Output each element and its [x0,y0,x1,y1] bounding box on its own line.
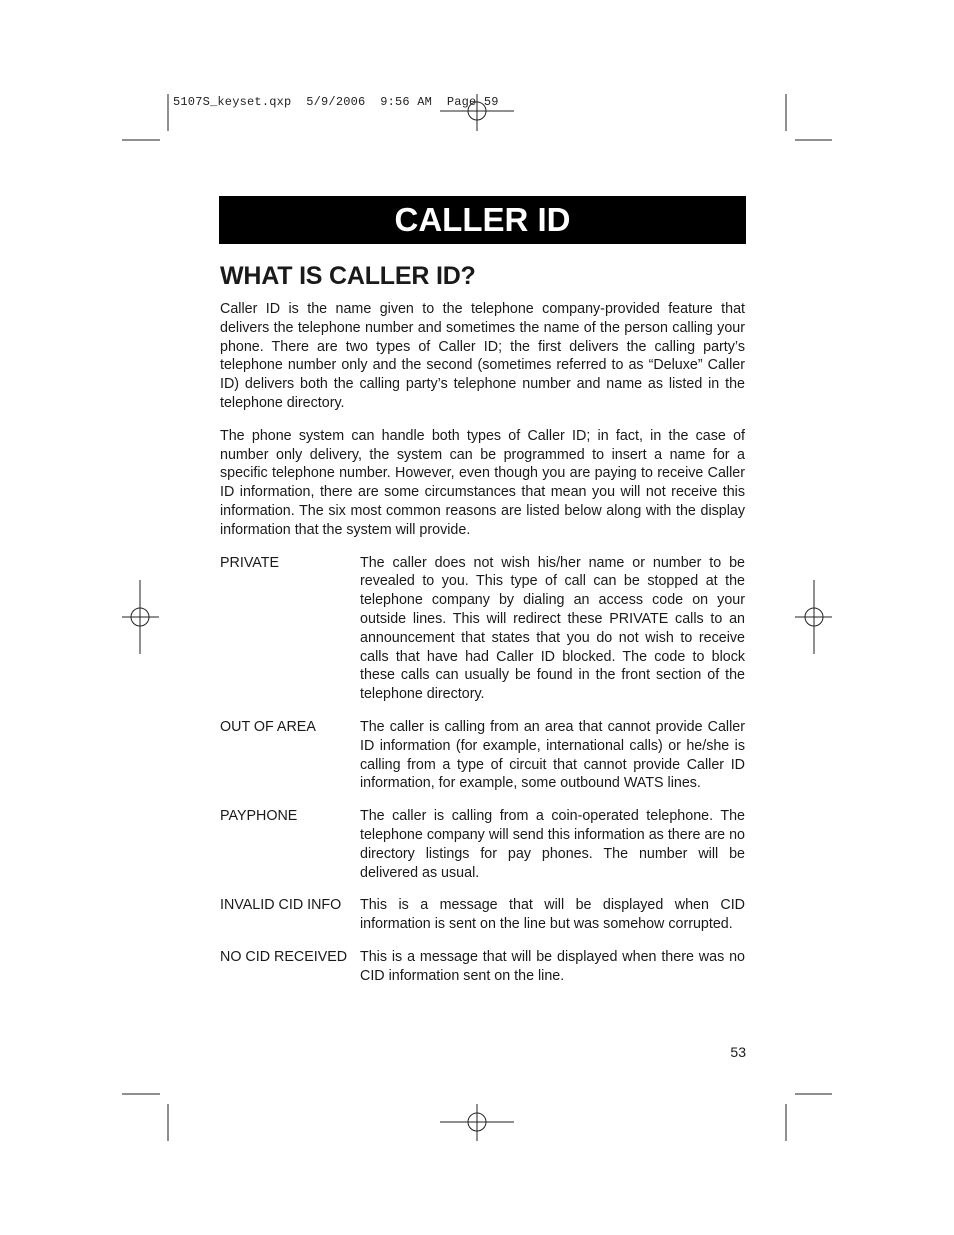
definition-term: NO CID RECEIVED [220,948,348,965]
section-heading: WHAT IS CALLER ID? [220,262,476,290]
definition-description: This is a message that will be displayed when CID information is sent on the line but was somehow corrupted. [360,897,745,933]
definition-item-no-cid-received [220,948,745,986]
definition-item-private [220,554,745,704]
definition-description: The caller is calling from a coin-operated telephone. The telephone company will send this information as there are no directory listings for pay phones. The number will be delivered as usual. [360,808,745,881]
chapter-title: CALLER ID [394,201,571,238]
definition-list [220,554,745,986]
definition-description: The caller does not wish his/her name or number to be revealed to you. This type of call can be stopped at the telephone company by dialing an access code on your outside lines. This will redirect these PRIVATE calls to an announcement that states that you do not wish to receive calls that have had Caller ID blocked. The code to block these calls can usually be found in the front section of the telephone directory. [360,554,745,703]
page-content [220,258,745,1000]
print-slug-line: 5107S_keyset.qxp 5/9/2006 9:56 AM Page 59 [173,95,499,109]
definition-term: OUT OF AREA [220,718,316,735]
intro-paragraph: Caller ID is the name given to the telephone company-provided feature that delivers the telephone number and sometimes the name of the person calling your phone. There are two types of Caller ID; the first delivers the calling party’s telephone number only and the second (sometimes referred to as “Deluxe” Caller ID) delivers both the calling party’s telephone number and name as listed in the telephone directory. [220,301,745,411]
body-paragraph: The phone system can handle both types of Caller ID; in fact, in the case of number only delivery, the system can be programmed to insert a name for a specific telephone number. However, even though you are paying to receive Caller ID information, there are some circumstances that mean you will not receive this information. The six most common reasons are listed below along with the display information that the system will provide. [220,427,745,538]
definition-term: PRIVATE [220,554,280,571]
definition-item-invalid-cid-info [220,896,745,934]
definition-item-out-of-area [220,718,745,793]
definition-term: PAYPHONE [220,808,298,825]
definition-description: This is a message that will be displayed when there was no CID information sent on the line. [360,948,745,984]
definition-description: The caller is calling from an area that cannot provide Caller ID information (for example, international calls) or he/she is calling from a type of circuit that cannot provide Caller ID information, for example, some outbound WATS lines. [360,718,745,792]
chapter-banner [219,196,746,244]
page-number: 53 [730,1044,746,1060]
definition-item-payphone [220,807,745,882]
definition-term: INVALID CID INFO [220,897,342,914]
